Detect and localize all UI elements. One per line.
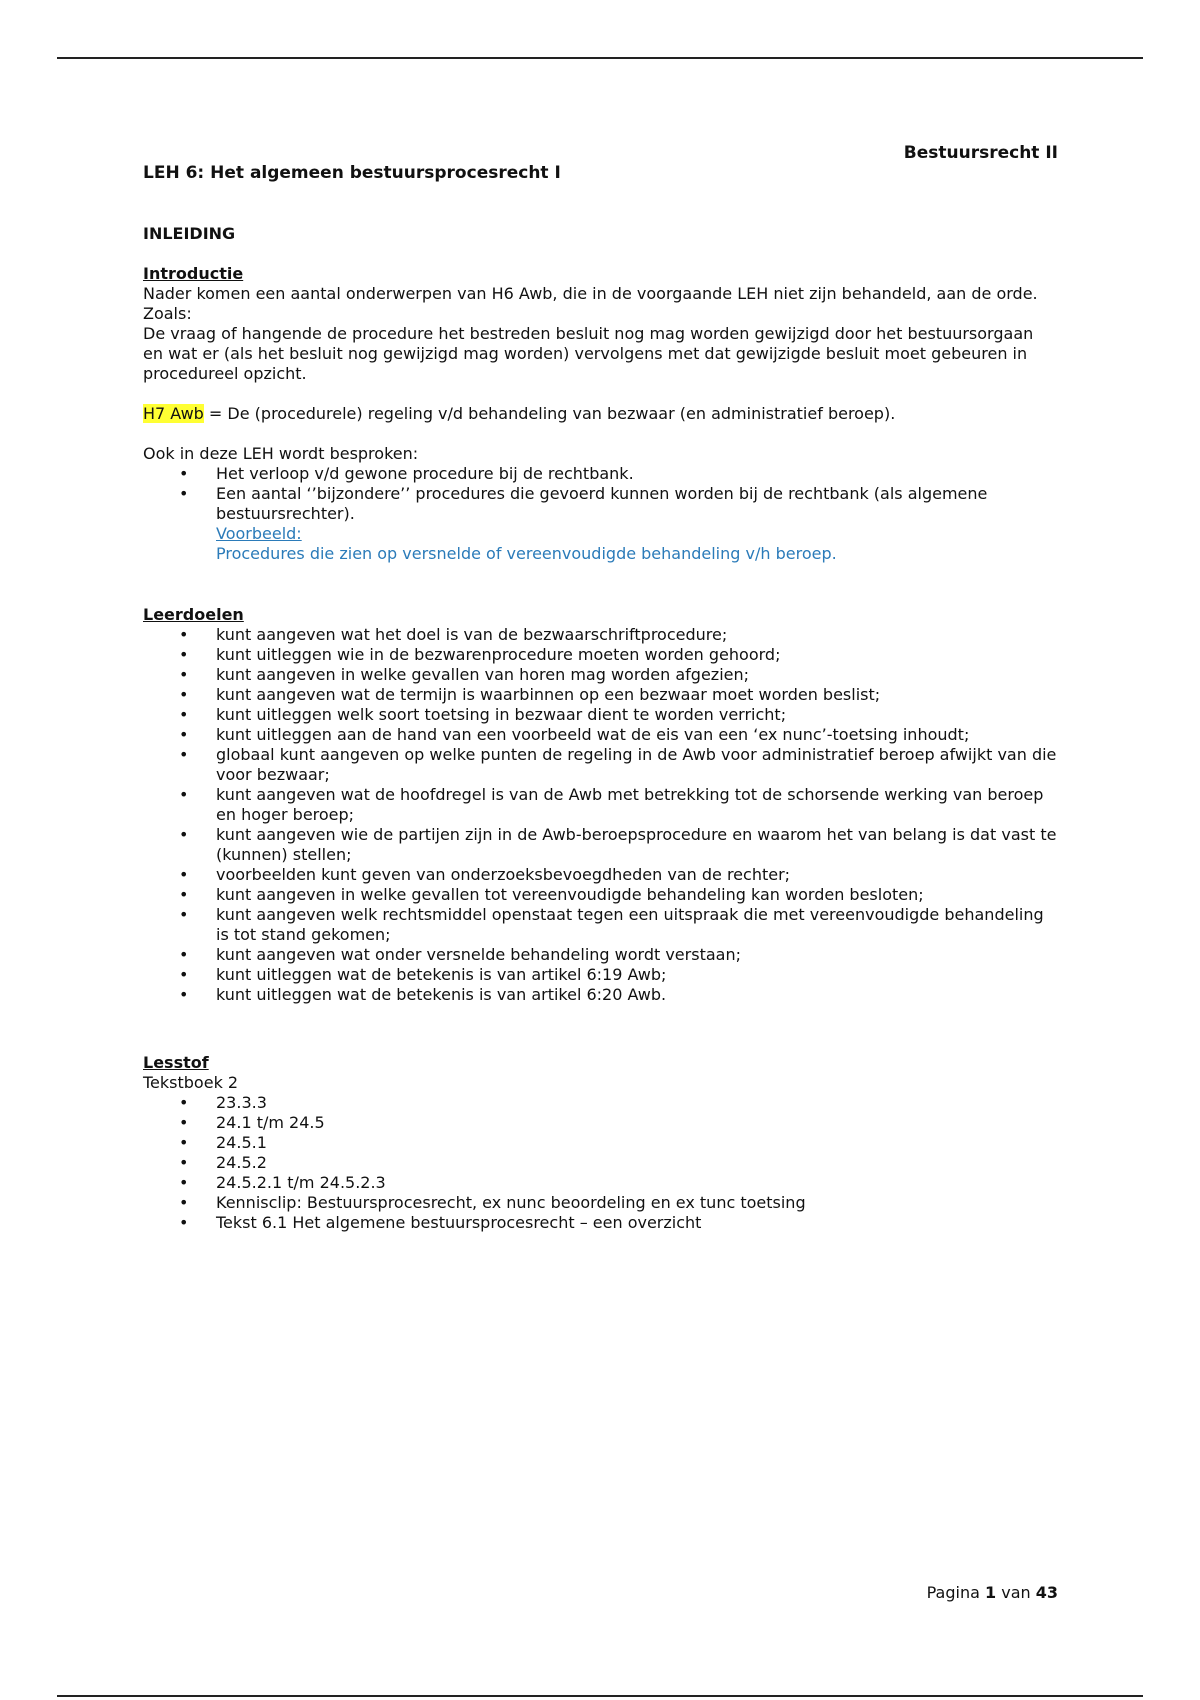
subheading-leerdoelen: Leerdoelen — [143, 605, 244, 624]
section-heading-inleiding: INLEIDING — [143, 224, 236, 243]
of-label: van — [1001, 1583, 1031, 1602]
list-item: • Het verloop v/d gewone procedure bij de rechtbank. — [143, 464, 1058, 484]
list-item-text: Een aantal ‘’bijzondere’’ procedures die gevoerd kunnen worden bij de rechtbank (als algemene bestuursrechter). — [216, 484, 988, 523]
h7-definition — [143, 404, 1058, 424]
page-footer — [927, 1583, 1058, 1603]
document-body — [143, 163, 1058, 1233]
list-item: • kunt aangeven in welke gevallen van horen mag worden afgezien; — [143, 665, 1058, 685]
list-item: • kunt uitleggen wat de betekenis is van artikel 6:19 Awb; — [143, 965, 1058, 985]
footer-rule — [57, 1695, 1143, 1697]
list-item: • 24.5.1 — [143, 1133, 1058, 1153]
list-item: • kunt aangeven in welke gevallen tot vereenvoudigde behandeling kan worden besloten; — [143, 885, 1058, 905]
page-number: 1 — [984, 1583, 997, 1602]
total-pages: 43 — [1035, 1583, 1058, 1602]
h7-highlight: H7 Awb — [143, 404, 204, 423]
list-item — [143, 484, 1058, 564]
subheading-introductie: Introductie — [143, 264, 244, 283]
list-item: • 24.5.2 — [143, 1153, 1058, 1173]
list-item: • kunt aangeven welk rechtsmiddel openstaat tegen een uitspraak die met vereenvoudigde behandeling is tot stand gekomen; — [143, 905, 1058, 945]
intro-list — [143, 464, 1058, 564]
intro-paragraph-1: Nader komen een aantal onderwerpen van H6 Awb, die in de voorgaande LEH niet zijn behandeld, aan de orde. Zoals: — [143, 284, 1038, 323]
h7-definition-text: = De (procedurele) regeling v/d behandeling van bezwaar (en administratief beroep). — [203, 404, 896, 423]
list-item: • 24.1 t/m 24.5 — [143, 1113, 1058, 1133]
list-item: • kunt uitleggen wie in de bezwarenprocedure moeten worden gehoord; — [143, 645, 1058, 665]
list-item: • globaal kunt aangeven op welke punten de regeling in de Awb voor administratief beroep afwijkt van die voor bezwaar; — [143, 745, 1058, 785]
lesstof-book: Tekstboek 2 — [143, 1073, 239, 1092]
leerdoelen-list — [143, 625, 1058, 1005]
subheading-lesstof: Lesstof — [143, 1053, 209, 1072]
intro-paragraph-2: De vraag of hangende de procedure het bestreden besluit nog mag worden gewijzigd door het bestuursorgaan en wat er (als het besluit nog gewijzigd mag worden) vervolgens met dat gewijzigde besluit moet gebeuren in procedureel opzicht. — [143, 324, 1034, 383]
list-item: • 23.3.3 — [143, 1093, 1058, 1113]
page-label: Pagina — [926, 1583, 980, 1602]
list-item: • kunt aangeven wat de termijn is waarbinnen op een bezwaar moet worden beslist; — [143, 685, 1058, 705]
list-item: • kunt aangeven wie de partijen zijn in de Awb-beroepsprocedure en waarom het van belang is dat vast te (kunnen) stellen; — [143, 825, 1058, 865]
header-rule — [57, 57, 1143, 59]
ook-besproken-text: Ook in deze LEH wordt besproken: — [143, 444, 419, 463]
list-item: • voorbeelden kunt geven van onderzoeksbevoegdheden van de rechter; — [143, 865, 1058, 885]
example-text: Procedures die zien op versnelde of vereenvoudigde behandeling v/h beroep. — [216, 544, 837, 563]
list-item: • 24.5.2.1 t/m 24.5.2.3 — [143, 1173, 1058, 1193]
document-title: LEH 6: Het algemeen bestuursprocesrecht I — [143, 163, 561, 183]
list-item: • kunt uitleggen wat de betekenis is van artikel 6:20 Awb. — [143, 985, 1058, 1005]
course-title: Bestuursrecht II — [903, 143, 1058, 163]
list-item: • kunt aangeven wat het doel is van de bezwaarschriftprocedure; — [143, 625, 1058, 645]
example-link[interactable]: Voorbeeld: — [216, 524, 302, 543]
lesstof-list — [143, 1093, 1058, 1233]
list-item: • kunt aangeven wat de hoofdregel is van de Awb met betrekking tot de schorsende werking van beroep en hoger beroep; — [143, 785, 1058, 825]
list-item: • kunt aangeven wat onder versnelde behandeling wordt verstaan; — [143, 945, 1058, 965]
list-item: • kunt uitleggen aan de hand van een voorbeeld wat de eis van een ‘ex nunc’-toetsing inhoudt; — [143, 725, 1058, 745]
list-item: • Kennisclip: Bestuursprocesrecht, ex nunc beoordeling en ex tunc toetsing — [143, 1193, 1058, 1213]
list-item: • Tekst 6.1 Het algemene bestuursprocesrecht – een overzicht — [143, 1213, 1058, 1233]
list-item: • kunt uitleggen welk soort toetsing in bezwaar dient te worden verricht; — [143, 705, 1058, 725]
